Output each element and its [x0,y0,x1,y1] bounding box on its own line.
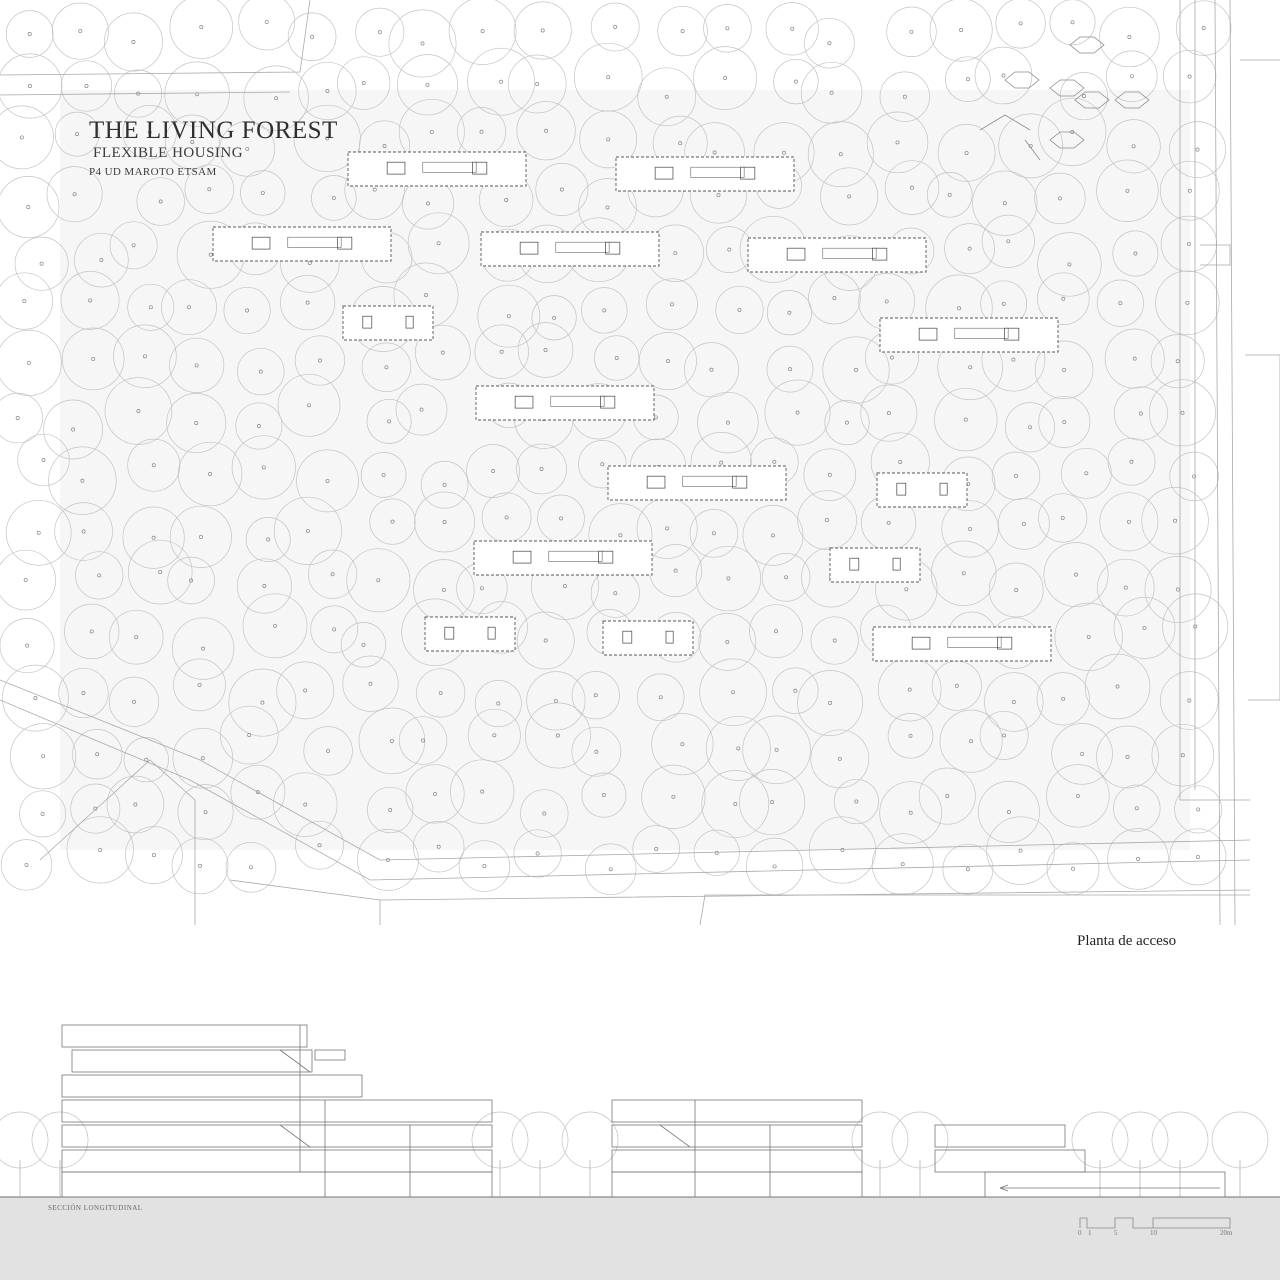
tree-trunk [40,262,43,265]
tree-canopy [766,3,818,55]
tree-trunk [26,644,29,647]
section-building-right [935,1125,1225,1197]
tree-trunk [28,32,31,35]
housing-block [748,238,926,272]
tree-trunk [249,866,252,869]
housing-block [213,227,391,261]
section-tree-crown [562,1112,618,1168]
section-tree-crown [1152,1112,1208,1168]
tree-canopy [19,791,65,837]
tree-trunk [27,361,30,364]
tree-trunk [200,26,203,29]
housing-block [873,627,1051,661]
tree-trunk [607,76,610,79]
tree-trunk [27,206,30,209]
tree-canopy [288,13,336,61]
tree-canopy [0,330,62,395]
housing-block [880,318,1058,352]
tree-trunk [1071,867,1074,870]
tree-trunk [16,416,19,419]
tree-canopy [2,665,68,731]
scale-bar [1075,1212,1235,1242]
tree-trunk [966,868,969,871]
tree-trunk [132,40,135,43]
housing-block [348,152,526,186]
tree-canopy [514,2,571,59]
tree-trunk [500,80,503,83]
tree-trunk [966,78,969,81]
section-caption: SECCIÓN LONGITUDINAL [48,1204,143,1212]
tree-canopy [930,0,992,61]
tree-canopy [996,0,1045,48]
tree-trunk [609,868,612,871]
tree-canopy [449,0,516,65]
section-building-left [62,1025,492,1197]
tree-trunk [24,579,27,582]
housing-block [616,157,794,191]
housing-block [603,621,693,655]
tree-canopy [104,13,162,71]
section-tree-crown [512,1112,568,1168]
tree-trunk [34,697,37,700]
tree-canopy [704,5,752,53]
scale-tick-20: 20m [1220,1229,1233,1237]
tree-trunk [265,20,268,23]
tree-canopy [1,840,52,891]
tree-trunk [1188,75,1191,78]
housing-block [830,548,920,582]
tree-canopy [6,11,53,58]
tree-canopy [585,844,636,895]
section-tree-crown [1212,1112,1268,1168]
housing-block [608,466,786,500]
tree-canopy [658,6,708,56]
housing-block [425,617,515,651]
tree-trunk [20,136,23,139]
tree-trunk [794,80,797,83]
tree-trunk [421,42,424,45]
project-title: THE LIVING FOREST [89,117,338,144]
tree-canopy [0,619,54,673]
tree-trunk [536,82,539,85]
scale-tick-5: 5 [1114,1229,1118,1237]
tree-canopy [52,3,108,59]
tree-trunk [910,30,913,33]
tree-trunk [378,31,381,34]
tree-trunk [901,863,904,866]
tree-trunk [37,531,40,534]
tree-canopy [170,0,233,59]
tree-trunk [41,812,44,815]
tree-trunk [1136,857,1139,860]
section-tree-crown [0,1112,48,1168]
tree-trunk [715,851,718,854]
housing-block [481,232,659,266]
tree-trunk [79,30,82,33]
tree-canopy [0,273,53,330]
tree-trunk [828,42,831,45]
housing-block [877,473,967,507]
tree-trunk [614,25,617,28]
tree-trunk [773,865,776,868]
tree-canopy [0,106,53,169]
tree-trunk [726,27,729,30]
scale-tick-1: 1 [1088,1229,1092,1237]
housing-block [476,386,654,420]
section-tree-crown [32,1112,88,1168]
tree-trunk [481,30,484,33]
project-credit: P4 UD MAROTO ETSAM [89,166,217,178]
project-subtitle: FLEXIBLE HOUSING [93,145,244,161]
tree-trunk [42,458,45,461]
tree-trunk [1130,75,1133,78]
tree-trunk [1202,27,1205,30]
housing-block [343,306,433,340]
section-building-middle [612,1100,862,1197]
tree-canopy [389,10,456,77]
scale-tick-0: 0 [1078,1229,1082,1237]
tree-trunk [85,84,88,87]
tree-trunk [28,84,31,87]
tree-trunk [1128,35,1131,38]
tree-trunk [1196,855,1199,858]
tree-trunk [23,300,26,303]
tree-trunk [1197,808,1200,811]
tree-trunk [483,865,486,868]
tree-trunk [1019,22,1022,25]
tree-trunk [536,852,539,855]
tree-trunk [724,77,727,80]
tree-trunk [25,863,28,866]
tree-trunk [311,35,314,38]
tree-trunk [541,29,544,32]
scale-tick-10: 10 [1150,1229,1157,1237]
tree-canopy [805,18,855,68]
section-tree-crown [892,1112,948,1168]
tree-trunk [426,83,429,86]
tree-canopy [0,550,56,610]
tree-trunk [362,82,365,85]
tree-trunk [152,854,155,857]
tree-canopy [887,7,937,57]
tree-canopy [1100,7,1160,67]
tree-trunk [198,864,201,867]
tree-trunk [42,755,45,758]
tree-canopy [1047,843,1099,895]
tree-canopy [239,0,295,50]
tree-trunk [681,30,684,33]
tree-trunk [1196,148,1199,151]
tree-trunk [1071,21,1074,24]
housing-block [474,541,652,575]
tree-canopy [356,8,404,56]
tree-canopy [943,844,993,894]
tree-canopy [1170,829,1226,885]
tree-trunk [960,28,963,31]
tree-canopy [1050,0,1095,45]
tree-canopy [1176,1,1231,56]
tree-trunk [791,27,794,30]
plan-caption: Planta de acceso [1077,933,1177,949]
tree-trunk [1002,74,1005,77]
